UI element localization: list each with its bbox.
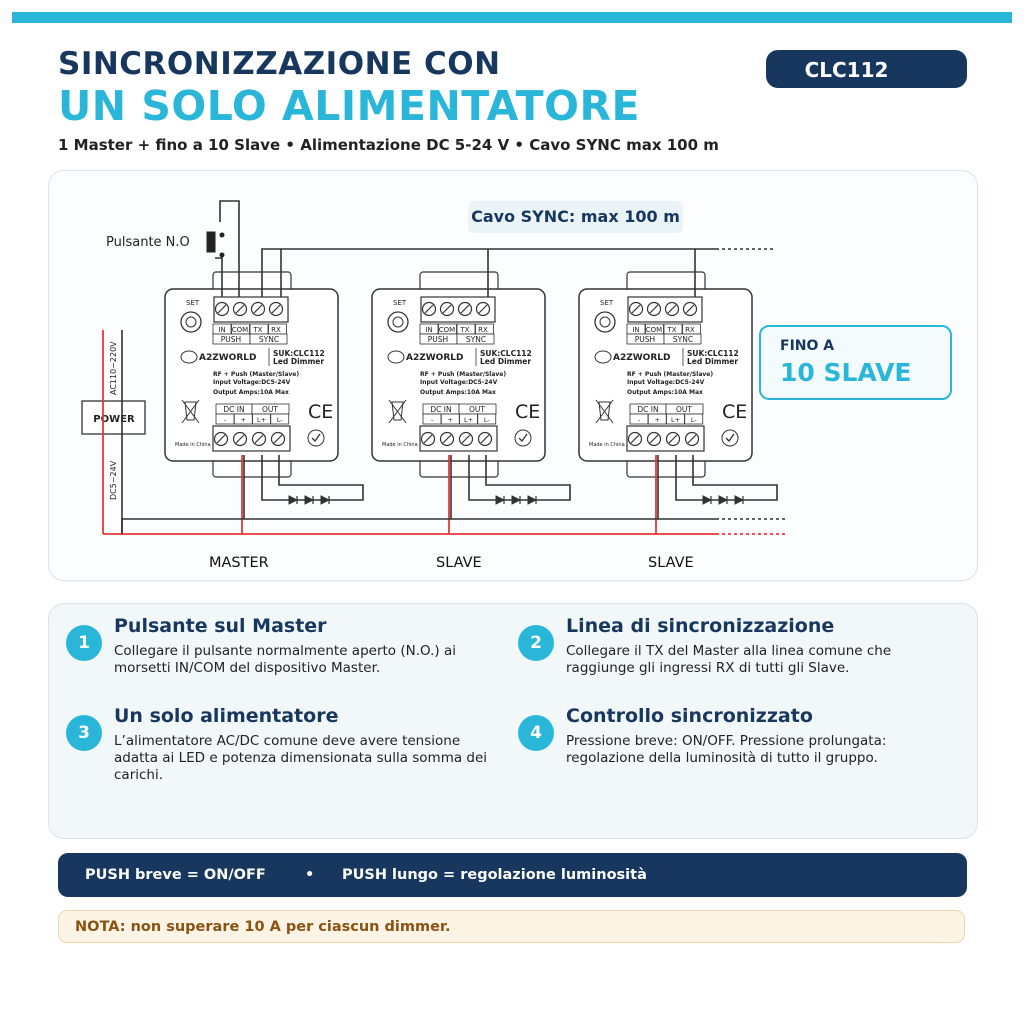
sync-group-label: SYNC [672, 335, 694, 344]
set-button-inner [600, 317, 610, 327]
step-text: Pressione breve: ON/OFF. Pressione prolungata: regolazione della luminosità di tutto il gruppo. [566, 733, 887, 766]
sync-cable-label: Cavo SYNC: max 100 m [468, 201, 683, 233]
brand-name: A2ZWORLD [199, 353, 257, 363]
ce-mark: CE [722, 401, 748, 423]
led-icon [496, 496, 504, 504]
set-button-inner [393, 317, 403, 327]
out-label: OUT [469, 405, 485, 414]
set-button-inner [186, 317, 196, 327]
bottom-terminal-label: L- [483, 416, 490, 424]
led-icon [735, 496, 743, 504]
model-label: SUK:CLC112 [273, 349, 325, 358]
bottom-terminal-label: L- [276, 416, 283, 424]
top-terminal-label: COM [231, 326, 249, 334]
bottom-terminal-label: L+ [670, 416, 681, 424]
dcin-label: DC IN [430, 405, 452, 414]
step-number: 3 [66, 715, 102, 751]
push-button-icon [207, 232, 215, 252]
step-title: Pulsante sul Master [114, 615, 327, 637]
spec-line-3: Output Amps:10A Max [213, 389, 289, 396]
spec-line-1: RF + Push (Master/Slave) [213, 371, 300, 378]
spec-line-3: Output Amps:10A Max [627, 389, 703, 396]
bottom-terminal-label: - [637, 416, 641, 424]
top-terminal-label: COM [438, 326, 456, 334]
led-icon [528, 496, 536, 504]
set-label: SET [393, 299, 407, 307]
spec-line-2: Input Voltage:DC5-24V [627, 379, 705, 386]
top-terminal-label: TX [253, 326, 263, 334]
slave-limit-big: 10 SLAVE [780, 358, 912, 387]
top-terminal-label: TX [667, 326, 677, 334]
rohs-check-icon [308, 430, 324, 446]
rohs-check-icon [722, 430, 738, 446]
model-label: SUK:CLC112 [687, 349, 739, 358]
led-icon [512, 496, 520, 504]
push-short-text: PUSH breve = ON/OFF [85, 867, 266, 883]
top-terminal-label: COM [645, 326, 663, 334]
bottom-terminal-label: L+ [256, 416, 267, 424]
made-in-label: Made in China [589, 442, 625, 448]
brand-name: A2ZWORLD [406, 353, 464, 363]
led-icon [321, 496, 329, 504]
spec-line-2: Input Voltage:DC5-24V [420, 379, 498, 386]
dc-voltage-label: DC5~24V [109, 460, 118, 500]
push-group-label: PUSH [634, 335, 656, 344]
ce-mark: CE [308, 401, 334, 423]
top-terminal-label: RX [271, 326, 281, 334]
top-terminal-label: IN [425, 326, 433, 334]
set-label: SET [186, 299, 200, 307]
push-summary-bar [58, 853, 967, 897]
top-terminal-label: RX [685, 326, 695, 334]
spec-line-3: Output Amps:10A Max [420, 389, 496, 396]
step-title: Controllo sincronizzato [566, 705, 813, 727]
led-icon [305, 496, 313, 504]
spec-line-1: RF + Push (Master/Slave) [420, 371, 507, 378]
top-terminal-label: IN [632, 326, 640, 334]
page-subtitle: 1 Master + fino a 10 Slave • Alimentazione DC 5-24 V • Cavo SYNC max 100 m [58, 136, 719, 154]
model-sub-label: Led Dimmer [480, 357, 532, 366]
bottom-terminal-label: - [430, 416, 434, 424]
spec-line-1: RF + Push (Master/Slave) [627, 371, 714, 378]
top-terminal-label: TX [460, 326, 470, 334]
device-label-slave-2: SLAVE [648, 555, 694, 571]
sync-group-label: SYNC [465, 335, 487, 344]
top-terminal-label: RX [478, 326, 488, 334]
push-group-label: PUSH [427, 335, 449, 344]
push-long-text: PUSH lungo = regolazione luminosità [342, 867, 647, 883]
power-label: POWER [93, 414, 135, 425]
led-icon [719, 496, 727, 504]
button-contact [220, 253, 225, 258]
led-icon [703, 496, 711, 504]
bottom-terminal-label: L+ [463, 416, 474, 424]
page-title-line2: UN SOLO ALIMENTATORE [58, 82, 641, 130]
note-banner: NOTA: non superare 10 A per ciascun dimmer. [58, 910, 965, 943]
step-text: L’alimentatore AC/DC comune deve avere tensione adatta ai LED e potenza dimensionata sulla somma dei carichi. [114, 733, 488, 783]
spec-line-2: Input Voltage:DC5-24V [213, 379, 291, 386]
top-terminal-label: IN [218, 326, 226, 334]
device-label-slave-1: SLAVE [436, 555, 482, 571]
step-text: Collegare il TX del Master alla linea comune che raggiunge gli ingressi RX di tutti gli Slave. [566, 643, 892, 676]
step-text: Collegare il pulsante normalmente aperto (N.O.) ai morsetti IN/COM del dispositivo Master. [114, 643, 456, 676]
ce-mark: CE [515, 401, 541, 423]
slave-limit-small: FINO A [780, 338, 835, 354]
led-icon [289, 496, 297, 504]
step-number: 1 [66, 625, 102, 661]
step-title: Un solo alimentatore [114, 705, 339, 727]
model-label: SUK:CLC112 [480, 349, 532, 358]
page-title-line1: SINCRONIZZAZIONE CON [58, 46, 501, 82]
dcin-label: DC IN [637, 405, 659, 414]
ac-voltage-label: AC110~220V [109, 341, 118, 395]
step-title: Linea di sincronizzazione [566, 615, 835, 637]
sync-group-label: SYNC [258, 335, 280, 344]
made-in-label: Made in China [175, 442, 211, 448]
rohs-check-icon [515, 430, 531, 446]
bottom-terminal-label: + [654, 416, 660, 424]
push-separator: • [305, 867, 315, 883]
instructions-panel [48, 603, 978, 839]
device-label-master: MASTER [209, 555, 269, 571]
push-group-label: PUSH [220, 335, 242, 344]
button-contact [220, 233, 225, 238]
model-sub-label: Led Dimmer [687, 357, 739, 366]
bottom-terminal-label: + [240, 416, 246, 424]
model-badge: CLC112 [766, 50, 967, 88]
model-sub-label: Led Dimmer [273, 357, 325, 366]
top-accent-bar [12, 12, 1012, 23]
step-number: 4 [518, 715, 554, 751]
dcin-label: DC IN [223, 405, 245, 414]
out-label: OUT [262, 405, 278, 414]
bottom-terminal-label: - [223, 416, 227, 424]
out-label: OUT [676, 405, 692, 414]
set-label: SET [600, 299, 614, 307]
dc-negative-rail [122, 519, 716, 534]
brand-name: A2ZWORLD [613, 353, 671, 363]
made-in-label: Made in China [382, 442, 418, 448]
step-number: 2 [518, 625, 554, 661]
bottom-terminal-label: L- [690, 416, 697, 424]
slave-limit-box [759, 325, 952, 400]
button-label: Pulsante N.O [106, 235, 190, 250]
bottom-terminal-label: + [447, 416, 453, 424]
